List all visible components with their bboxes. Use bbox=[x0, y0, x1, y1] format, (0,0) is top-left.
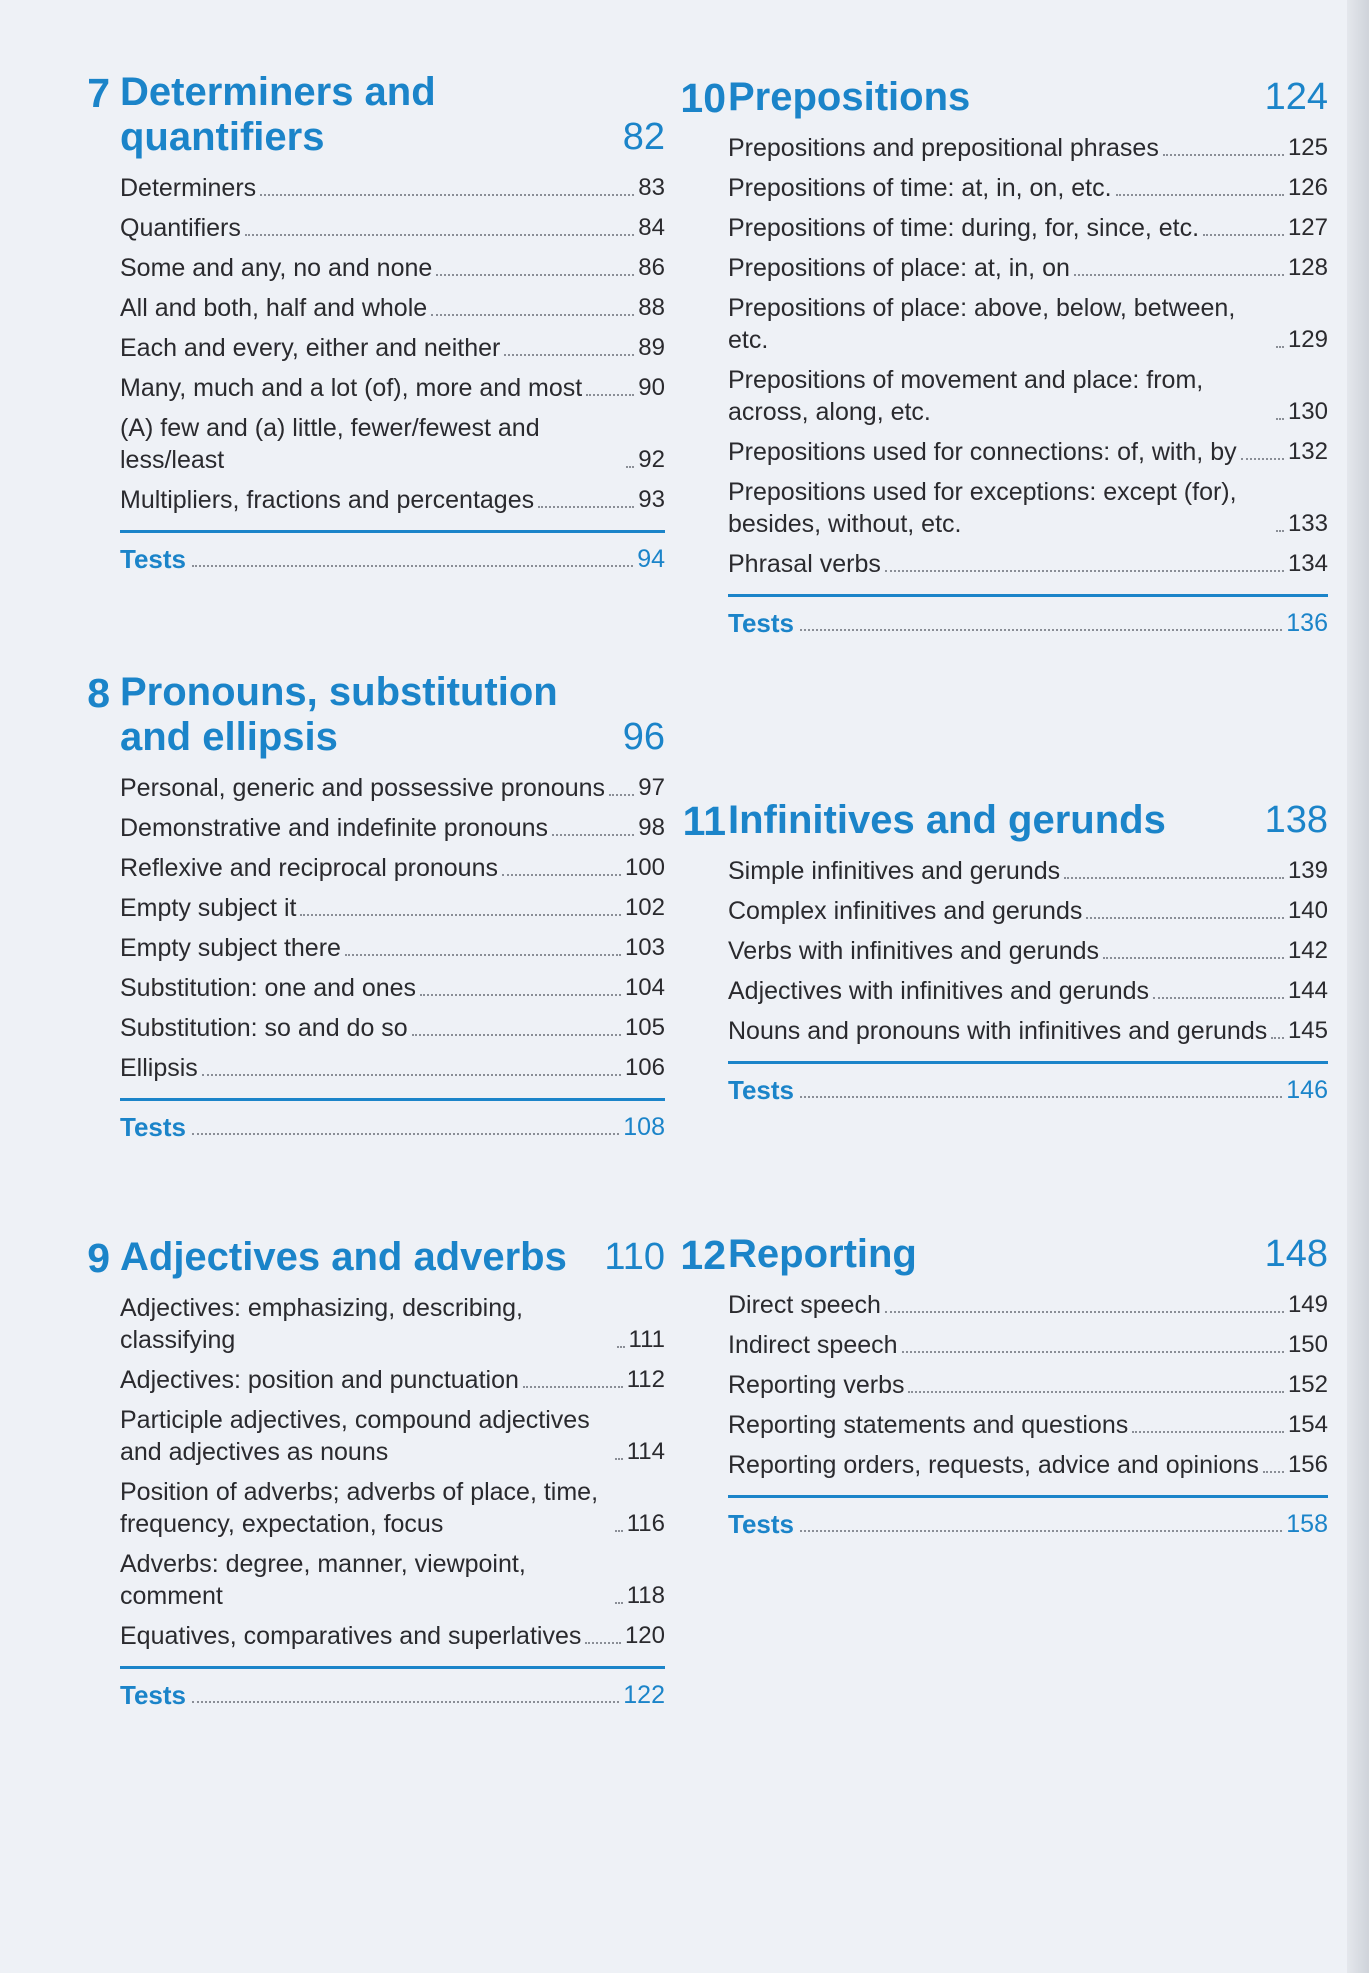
entry-label: Phrasal verbs bbox=[728, 550, 881, 578]
dot-leader bbox=[192, 565, 633, 567]
entry-page-number: 88 bbox=[638, 294, 665, 321]
tests-entry[interactable] bbox=[728, 1074, 1328, 1106]
entry-page-number: 140 bbox=[1287, 897, 1328, 924]
entry-label: Position of adverbs; adverbs of place, time, frequency, expectation, focus bbox=[120, 1478, 599, 1538]
entry-label: Complex infinitives and gerunds bbox=[728, 897, 1083, 925]
toc-entry[interactable] bbox=[728, 212, 1328, 244]
toc-entry[interactable] bbox=[728, 436, 1328, 468]
entry-list bbox=[120, 172, 665, 516]
dot-leader bbox=[538, 506, 634, 508]
dot-leader bbox=[800, 629, 1282, 631]
toc-entry[interactable] bbox=[120, 212, 665, 244]
toc-entry[interactable] bbox=[120, 372, 665, 404]
entry-page-number: 98 bbox=[638, 814, 665, 841]
entry-page-number: 134 bbox=[1287, 550, 1328, 577]
dot-leader bbox=[504, 354, 634, 356]
tests-entry[interactable] bbox=[120, 543, 665, 575]
toc-entry[interactable] bbox=[120, 1620, 665, 1652]
entry-page-number: 120 bbox=[624, 1622, 665, 1649]
entry-label: Simple infinitives and gerunds bbox=[728, 857, 1061, 885]
section-divider bbox=[728, 1495, 1328, 1498]
entry-page-number: 112 bbox=[626, 1366, 665, 1393]
entry-label: Prepositions of place: at, in, on bbox=[728, 254, 1070, 282]
dot-leader bbox=[1132, 1431, 1284, 1433]
section-10 bbox=[680, 75, 1328, 639]
tests-entry[interactable] bbox=[120, 1679, 665, 1711]
dot-leader bbox=[1276, 346, 1284, 348]
entry-label: Prepositions of place: above, below, between, etc. bbox=[728, 294, 1236, 354]
section-11 bbox=[682, 798, 1328, 1106]
tests-label: Tests bbox=[728, 608, 794, 638]
toc-entry[interactable] bbox=[120, 1404, 665, 1468]
dot-leader bbox=[885, 570, 1284, 572]
entry-label: Equatives, comparatives and superlatives bbox=[120, 1622, 582, 1650]
toc-entry[interactable] bbox=[728, 855, 1328, 887]
toc-entry[interactable] bbox=[120, 172, 665, 204]
dot-leader bbox=[586, 394, 634, 396]
chapter-heading bbox=[87, 70, 665, 160]
dot-leader bbox=[1074, 274, 1284, 276]
entry-page-number: 132 bbox=[1287, 438, 1328, 465]
toc-entry[interactable] bbox=[728, 172, 1328, 204]
toc-entry[interactable] bbox=[120, 972, 665, 1004]
toc-entry[interactable] bbox=[120, 484, 665, 516]
section-divider bbox=[120, 1666, 665, 1669]
entry-page-number: 152 bbox=[1287, 1371, 1328, 1398]
dot-leader bbox=[192, 1701, 619, 1703]
toc-entry[interactable] bbox=[120, 772, 665, 804]
toc-entry[interactable] bbox=[120, 1012, 665, 1044]
dot-leader bbox=[202, 1074, 621, 1076]
entry-page-number: 127 bbox=[1287, 214, 1328, 241]
chapter-title: Prepositions bbox=[728, 75, 971, 119]
chapter-page-number: 96 bbox=[622, 716, 665, 758]
chapter-page-number: 148 bbox=[1264, 1233, 1328, 1275]
toc-entry[interactable] bbox=[120, 332, 665, 364]
entry-page-number: 90 bbox=[638, 374, 665, 401]
dot-leader bbox=[800, 1096, 1282, 1098]
toc-entry[interactable] bbox=[120, 812, 665, 844]
entry-label: (A) few and (a) little, fewer/fewest and less/least bbox=[120, 414, 540, 474]
entry-label: Determiners bbox=[120, 174, 257, 202]
entry-page-number: 142 bbox=[1287, 937, 1328, 964]
chapter-number: 7 bbox=[87, 70, 110, 116]
entry-label: Direct speech bbox=[728, 1291, 881, 1319]
tests-page-number: 122 bbox=[623, 1681, 665, 1709]
chapter-number: 8 bbox=[87, 670, 110, 716]
tests-entry[interactable] bbox=[728, 1508, 1328, 1540]
section-divider bbox=[728, 1061, 1328, 1064]
entry-page-number: 97 bbox=[638, 774, 665, 801]
dot-leader bbox=[609, 794, 634, 796]
tests-page-number: 158 bbox=[1286, 1510, 1328, 1538]
entry-label: Indirect speech bbox=[728, 1331, 898, 1359]
entry-page-number: 114 bbox=[626, 1438, 665, 1465]
entry-page-number: 149 bbox=[1287, 1291, 1328, 1318]
tests-page-number: 146 bbox=[1286, 1076, 1328, 1104]
dot-leader bbox=[523, 1386, 623, 1388]
dot-leader bbox=[615, 1530, 623, 1532]
toc-entry[interactable] bbox=[120, 1052, 665, 1084]
entry-page-number: 133 bbox=[1287, 510, 1328, 537]
section-divider bbox=[120, 530, 665, 533]
toc-entry[interactable] bbox=[120, 852, 665, 884]
tests-page-number: 108 bbox=[623, 1113, 665, 1141]
dot-leader bbox=[1064, 877, 1284, 879]
entry-label: Adjectives with infinitives and gerunds bbox=[728, 977, 1150, 1005]
tests-label: Tests bbox=[728, 1509, 794, 1539]
toc-entry[interactable] bbox=[728, 1329, 1328, 1361]
entry-page-number: 83 bbox=[638, 174, 665, 201]
entry-label: Ellipsis bbox=[120, 1054, 198, 1082]
section-9 bbox=[87, 1235, 665, 1711]
chapter-page-number: 124 bbox=[1264, 76, 1328, 118]
entry-page-number: 139 bbox=[1287, 857, 1328, 884]
entry-label: Quantifiers bbox=[120, 214, 241, 242]
entry-label: Substitution: so and do so bbox=[120, 1014, 408, 1042]
tests-label: Tests bbox=[120, 544, 186, 574]
entry-page-number: 129 bbox=[1287, 326, 1328, 353]
entry-page-number: 106 bbox=[624, 1054, 665, 1081]
dot-leader bbox=[1163, 154, 1284, 156]
entry-page-number: 104 bbox=[624, 974, 665, 1001]
entry-label: Prepositions and prepositional phrases bbox=[728, 134, 1159, 162]
entry-label: Adverbs: degree, manner, viewpoint, comment bbox=[120, 1550, 526, 1610]
tests-label: Tests bbox=[120, 1112, 186, 1142]
section-12 bbox=[680, 1232, 1328, 1540]
dot-leader bbox=[260, 194, 634, 196]
toc-entry[interactable] bbox=[728, 132, 1328, 164]
dot-leader bbox=[431, 314, 634, 316]
entry-label: Reporting statements and questions bbox=[728, 1411, 1129, 1439]
entry-label: Each and every, either and neither bbox=[120, 334, 501, 362]
toc-entry[interactable] bbox=[120, 1364, 665, 1396]
chapter-number: 9 bbox=[87, 1235, 110, 1281]
chapter-number: 10 bbox=[680, 75, 726, 121]
toc-entry[interactable] bbox=[728, 935, 1328, 967]
entry-page-number: 150 bbox=[1287, 1331, 1328, 1358]
entry-label: Reporting orders, requests, advice and opinions bbox=[728, 1451, 1259, 1479]
entry-list bbox=[120, 772, 665, 1084]
entry-list bbox=[728, 132, 1328, 580]
entry-page-number: 86 bbox=[638, 254, 665, 281]
toc-entry[interactable] bbox=[120, 1548, 665, 1612]
tests-label: Tests bbox=[120, 1680, 186, 1710]
section-8 bbox=[87, 670, 665, 1143]
dot-leader bbox=[908, 1391, 1283, 1393]
dot-leader bbox=[1271, 1037, 1284, 1039]
entry-label: Adjectives: position and punctuation bbox=[120, 1366, 519, 1394]
toc-entry[interactable] bbox=[728, 975, 1328, 1007]
entry-label: Adjectives: emphasizing, describing, classifying bbox=[120, 1294, 523, 1354]
dot-leader bbox=[1153, 997, 1284, 999]
section-7 bbox=[87, 70, 665, 575]
entry-list bbox=[728, 1289, 1328, 1481]
entry-label: Prepositions of movement and place: from, across, along, etc. bbox=[728, 366, 1204, 426]
entry-page-number: 103 bbox=[624, 934, 665, 961]
dot-leader bbox=[1263, 1471, 1284, 1473]
chapter-heading bbox=[680, 75, 1328, 121]
entry-page-number: 145 bbox=[1287, 1017, 1328, 1044]
dot-leader bbox=[502, 874, 621, 876]
toc-entry[interactable] bbox=[728, 1449, 1328, 1481]
chapter-title: Infinitives and gerunds bbox=[728, 798, 1166, 842]
entry-page-number: 125 bbox=[1287, 134, 1328, 161]
entry-label: Prepositions of time: during, for, since, etc. bbox=[728, 214, 1200, 242]
tests-page-number: 94 bbox=[637, 545, 665, 573]
toc-entry[interactable] bbox=[728, 476, 1328, 540]
toc-entry[interactable] bbox=[120, 892, 665, 924]
dot-leader bbox=[615, 1602, 623, 1604]
dot-leader bbox=[1086, 917, 1284, 919]
entry-page-number: 156 bbox=[1287, 1451, 1328, 1478]
entry-label: Verbs with infinitives and gerunds bbox=[728, 937, 1100, 965]
dot-leader bbox=[1276, 418, 1284, 420]
dot-leader bbox=[345, 954, 621, 956]
dot-leader bbox=[585, 1642, 621, 1644]
entry-label: Empty subject it bbox=[120, 894, 297, 922]
toc-entry[interactable] bbox=[728, 1289, 1328, 1321]
dot-leader bbox=[552, 834, 634, 836]
toc-entry[interactable] bbox=[120, 252, 665, 284]
toc-entry[interactable] bbox=[728, 1015, 1328, 1047]
entry-page-number: 102 bbox=[624, 894, 665, 921]
dot-leader bbox=[1241, 458, 1284, 460]
dot-leader bbox=[436, 274, 634, 276]
dot-leader bbox=[245, 234, 634, 236]
dot-leader bbox=[626, 466, 634, 468]
tests-page-number: 136 bbox=[1286, 609, 1328, 637]
chapter-number: 11 bbox=[682, 798, 726, 844]
entry-page-number: 105 bbox=[624, 1014, 665, 1041]
tests-label: Tests bbox=[728, 1075, 794, 1105]
entry-label: Participle adjectives, compound adjectives and adjectives as nouns bbox=[120, 1406, 590, 1466]
entry-label: Reflexive and reciprocal pronouns bbox=[120, 854, 498, 882]
chapter-heading bbox=[87, 670, 665, 760]
entry-list bbox=[120, 1292, 665, 1652]
chapter-page-number: 82 bbox=[622, 116, 665, 158]
dot-leader bbox=[885, 1311, 1284, 1313]
page-edge-shadow bbox=[1347, 0, 1369, 1973]
entry-label: Empty subject there bbox=[120, 934, 341, 962]
entry-label: Reporting verbs bbox=[728, 1371, 905, 1399]
entry-page-number: 93 bbox=[638, 486, 665, 513]
dot-leader bbox=[1203, 234, 1284, 236]
entry-page-number: 116 bbox=[626, 1510, 665, 1537]
toc-entry[interactable] bbox=[728, 252, 1328, 284]
chapter-title: Adjectives and adverbs bbox=[120, 1235, 567, 1279]
entry-list bbox=[728, 855, 1328, 1047]
dot-leader bbox=[617, 1346, 625, 1348]
entry-label: Demonstrative and indefinite pronouns bbox=[120, 814, 549, 842]
section-divider bbox=[120, 1098, 665, 1101]
entry-page-number: 126 bbox=[1287, 174, 1328, 201]
toc-entry[interactable] bbox=[728, 1369, 1328, 1401]
chapter-page-number: 110 bbox=[604, 1236, 665, 1278]
section-divider bbox=[728, 594, 1328, 597]
entry-page-number: 92 bbox=[638, 446, 665, 473]
dot-leader bbox=[800, 1530, 1282, 1532]
dot-leader bbox=[1103, 957, 1284, 959]
chapter-page-number: 138 bbox=[1264, 799, 1328, 841]
entry-label: Some and any, no and none bbox=[120, 254, 433, 282]
toc-entry[interactable] bbox=[120, 1476, 665, 1540]
dot-leader bbox=[420, 994, 621, 996]
toc-entry[interactable] bbox=[120, 292, 665, 324]
toc-entry[interactable] bbox=[120, 412, 665, 476]
toc-entry[interactable] bbox=[728, 364, 1328, 428]
dot-leader bbox=[412, 1034, 621, 1036]
tests-entry[interactable] bbox=[120, 1111, 665, 1143]
entry-label: Many, much and a lot (of), more and most bbox=[120, 374, 583, 402]
chapter-title: Pronouns, substitution and ellipsis bbox=[120, 670, 558, 759]
entry-page-number: 89 bbox=[638, 334, 665, 361]
chapter-heading bbox=[87, 1235, 665, 1281]
toc-entry[interactable] bbox=[728, 895, 1328, 927]
chapter-title: Determiners and quantifiers bbox=[120, 70, 436, 159]
entry-page-number: 100 bbox=[624, 854, 665, 881]
dot-leader bbox=[1276, 530, 1284, 532]
entry-label: Multipliers, fractions and percentages bbox=[120, 486, 535, 514]
entry-label: All and both, half and whole bbox=[120, 294, 428, 322]
entry-page-number: 84 bbox=[638, 214, 665, 241]
chapter-title: Reporting bbox=[728, 1232, 917, 1276]
chapter-heading bbox=[682, 798, 1328, 844]
dot-leader bbox=[902, 1351, 1284, 1353]
entry-label: Prepositions used for connections: of, with, by bbox=[728, 438, 1237, 466]
chapter-number: 12 bbox=[680, 1232, 726, 1278]
entry-page-number: 111 bbox=[628, 1326, 665, 1353]
entry-label: Prepositions used for exceptions: except (for), besides, without, etc. bbox=[728, 478, 1237, 538]
entry-label: Nouns and pronouns with infinitives and gerunds bbox=[728, 1017, 1268, 1045]
toc-entry[interactable] bbox=[120, 932, 665, 964]
tests-entry[interactable] bbox=[728, 607, 1328, 639]
entry-label: Substitution: one and ones bbox=[120, 974, 417, 1002]
dot-leader bbox=[1116, 194, 1284, 196]
toc-entry[interactable] bbox=[728, 292, 1328, 356]
entry-page-number: 130 bbox=[1287, 398, 1328, 425]
entry-page-number: 144 bbox=[1287, 977, 1328, 1004]
entry-label: Personal, generic and possessive pronouns bbox=[120, 774, 606, 802]
dot-leader bbox=[300, 914, 621, 916]
dot-leader bbox=[615, 1458, 623, 1460]
chapter-heading bbox=[680, 1232, 1328, 1278]
dot-leader bbox=[192, 1133, 619, 1135]
toc-entry[interactable] bbox=[120, 1292, 665, 1356]
entry-page-number: 154 bbox=[1287, 1411, 1328, 1438]
toc-entry[interactable] bbox=[728, 548, 1328, 580]
entry-label: Prepositions of time: at, in, on, etc. bbox=[728, 174, 1112, 202]
entry-page-number: 128 bbox=[1287, 254, 1328, 281]
entry-page-number: 118 bbox=[626, 1582, 665, 1609]
toc-entry[interactable] bbox=[728, 1409, 1328, 1441]
